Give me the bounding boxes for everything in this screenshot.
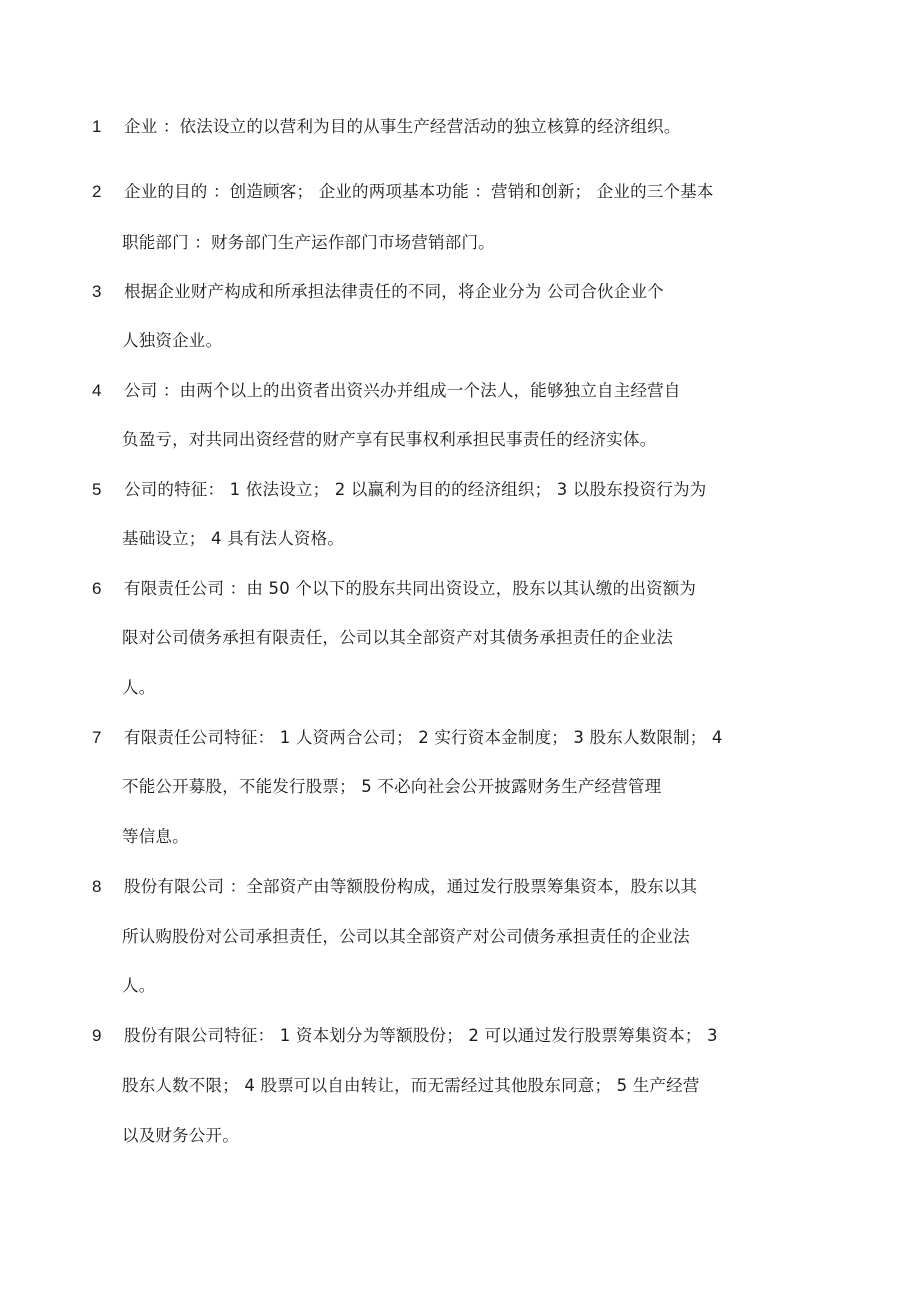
item-number: 3 [92, 282, 102, 301]
item-text-line: 根据企业财产构成和所承担法律责任的不同，将企业分为 公司合伙企业个 [124, 282, 664, 301]
item-text-line: 公司 ：由两个以上的出资者出资兴办并组成一个法人，能够独立自主经营自 [124, 381, 681, 400]
item-text-line: 职能部门 ：财务部门生产运作部门市场营销部门。 [122, 233, 495, 252]
item-text-line: 有限责任公司特征： 1 人资两合公司； 2 实行资本金制度； 3 股东人数限制； 4 [124, 728, 723, 747]
item-number: 1 [92, 117, 102, 136]
item-number: 6 [92, 579, 102, 598]
item-text-line: 所认购股份对公司承担责任，公司以其全部资产对公司债务承担责任的企业法 [122, 927, 690, 946]
item-text-line: 人。 [122, 678, 156, 697]
item-text-line: 人独资企业。 [122, 331, 223, 350]
item-text-line: 基础设立； 4 具有法人资格。 [122, 529, 344, 548]
item-text-line: 等信息。 [122, 827, 189, 846]
item-number: 5 [92, 480, 102, 499]
item-text-line: 股份有限公司 ：全部资产由等额股份构成，通过发行股票筹集资本，股东以其 [124, 877, 698, 896]
item-number: 8 [92, 877, 102, 896]
item-text-line: 负盈亏，对共同出资经营的财产享有民事权利承担民事责任的经济实体。 [122, 430, 657, 449]
item-text-line: 以及财务公开。 [122, 1126, 239, 1145]
item-text-line: 不能公开募股，不能发行股票； 5 不必向社会公开披露财务生产经营管理 [122, 777, 662, 796]
item-text-line: 公司的特征： 1 依法设立； 2 以赢利为目的的经济组织； 3 以股东投资行为为 [124, 480, 707, 499]
item-text-line: 企业 ：依法设立的以营利为目的从事生产经营活动的独立核算的经济组织。 [124, 117, 681, 136]
item-number: 7 [92, 728, 102, 747]
item-text-line: 企业的目的 ：创造顾客； 企业的两项基本功能 ：营销和创新； 企业的三个基本 [124, 182, 714, 201]
item-text-line: 限对公司债务承担有限责任，公司以其全部资产对其债务承担责任的企业法 [122, 628, 674, 647]
item-number: 4 [92, 381, 102, 400]
item-text-line: 股份有限公司特征： 1 资本划分为等额股份； 2 可以通过发行股票筹集资本； 3 [124, 1026, 718, 1045]
item-text-line: 股东人数不限； 4 股票可以自由转让，而无需经过其他股东同意； 5 生产经营 [122, 1076, 700, 1095]
item-text-line: 有限责任公司 ：由 50 个以下的股东共同出资设立，股东以其认缴的出资额为 [124, 579, 697, 598]
item-text-line: 人。 [122, 976, 156, 995]
item-number: 2 [92, 182, 102, 201]
item-number: 9 [92, 1026, 102, 1045]
